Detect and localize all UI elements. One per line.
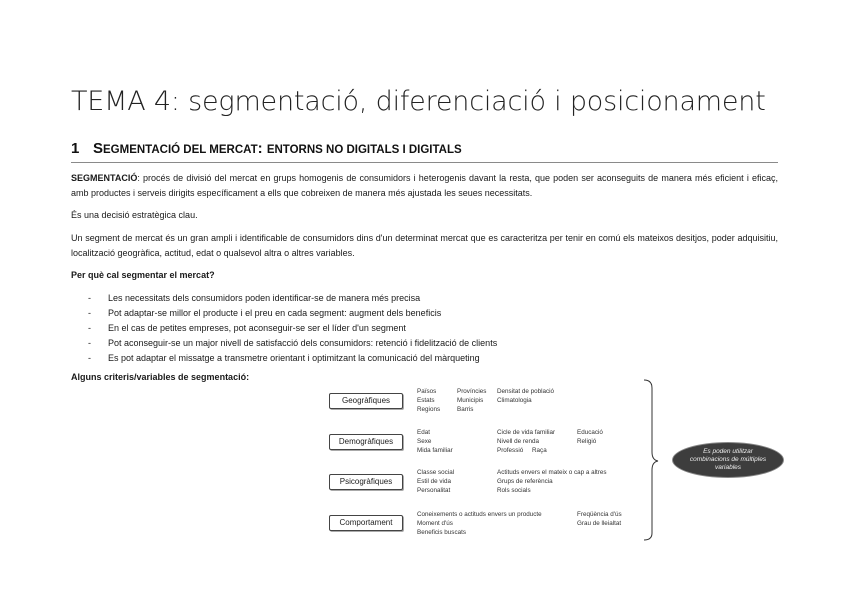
variable: Personalitat	[417, 487, 451, 494]
variables-column	[417, 387, 440, 414]
list-item-text: Pot aconseguir-se un major nivell de satisfacció dels consumidors: retenció i fidelització de clients	[108, 338, 498, 348]
list-marker: -	[88, 323, 91, 333]
variable: Províncies	[457, 388, 487, 395]
variable: Coneixements o actituds envers un producte	[417, 511, 542, 518]
category-geographic: Geogràfiques	[329, 393, 403, 409]
list-item-text: En el cas de petites empreses, pot aconseguir-se ser el líder d'un segment	[108, 323, 406, 333]
definition-term: SEGMENTACIÓ	[71, 173, 138, 183]
variable: Densitat de població	[497, 388, 555, 395]
variable: Religió	[577, 438, 597, 445]
category-demographic: Demogràfiques	[329, 434, 403, 450]
page-title: TEMA 4: segmentació, diferenciació i posicionament	[71, 86, 766, 117]
variable: Rols socials	[497, 487, 531, 494]
variables-column	[497, 428, 555, 455]
section-title-part: S	[93, 140, 104, 157]
variable: Grau de lleialtat	[577, 520, 622, 527]
why-heading	[71, 268, 778, 283]
list-item-text: Les necessitats dels consumidors poden identificar-se de manera més precisa	[108, 293, 421, 303]
variable: Educació	[577, 429, 603, 436]
list-marker: -	[88, 353, 91, 363]
variable: Moment d'ús	[417, 520, 453, 527]
heading-rule	[71, 162, 778, 163]
variable: Barris	[457, 406, 474, 413]
variable: Mida familiar	[417, 447, 453, 454]
curly-brace-icon	[640, 378, 660, 543]
variables-column	[497, 387, 554, 405]
variables-column	[417, 468, 454, 495]
variable: Sexe	[417, 438, 432, 445]
list-marker: -	[88, 338, 91, 348]
section-heading	[71, 140, 462, 157]
variable: Estil de vida	[417, 478, 451, 485]
variable: Actituds envers el mateix o cap a altres	[497, 469, 607, 476]
variables-column	[417, 510, 542, 537]
variable: Climatologia	[497, 397, 532, 404]
section-title-part: :	[257, 140, 267, 157]
section-number: 1	[71, 140, 80, 157]
definition-paragraph	[71, 171, 778, 201]
list-item	[88, 351, 497, 366]
list-item	[88, 291, 497, 306]
variables-column	[577, 510, 622, 528]
definition-text: : procés de divisió del mercat en grups homogenis de consumidors i heterogenis davant la resta, que poden ser aconseguits de manera més eficient i eficaç, amb productes i serveis dirigits específicament a ells que cobreixen de manera més ajustada les seues necessitats.	[71, 173, 778, 198]
list-item	[88, 321, 497, 336]
list-item-text: Pot adaptar-se millor el producte i el preu en cada segment: augment dels beneficis	[108, 308, 442, 318]
why-heading-text: Per què cal segmentar el mercat?	[71, 270, 215, 280]
category-behavior: Comportament	[329, 515, 403, 531]
combination-note: Es poden utilitzar combinacions de múltiples variables	[672, 442, 784, 478]
variable: Regions	[417, 406, 441, 413]
variable: Freqüència d'ús	[577, 511, 622, 518]
variables-column	[457, 387, 486, 414]
section-title-part: EGMENTACIÓ DEL MERCAT	[103, 144, 258, 156]
variable: Municipis	[457, 397, 484, 404]
variable: Beneficis buscats	[417, 529, 467, 536]
criteria-heading: Alguns criteris/variables de segmentació:	[71, 372, 250, 382]
list-marker: -	[88, 308, 91, 318]
variable: Estats	[417, 397, 435, 404]
list-item	[88, 336, 497, 351]
variable: Països	[417, 388, 437, 395]
section-title-part: ENTORNS NO DIGITALS I DIGITALS	[266, 144, 462, 156]
segment-paragraph: Un segment de mercat és un gran ampli i identificable de consumidors dins d'un determinat mercat que es caracteritza per tenir en comú els mateixos desitjos, poder adquisitiu, localització geogràfica, actitud, edat o qualsevol altra o altres variables.	[71, 233, 778, 258]
variable: Cicle de vida familiar	[497, 429, 556, 436]
variable: Nivell de renda	[497, 438, 540, 445]
variable: Professió Raça	[497, 447, 547, 454]
variables-column	[577, 428, 603, 446]
strategic-paragraph: És una decisió estratègica clau.	[71, 210, 198, 220]
reasons-list	[88, 291, 497, 366]
list-item-text: Es pot adaptar el missatge a transmetre orientant i optimitzant la comunicació del màrqueting	[108, 353, 480, 363]
variable: Grups de referència	[497, 478, 553, 485]
variables-column	[497, 468, 607, 495]
variables-column	[417, 428, 453, 455]
variable: Classe social	[417, 469, 455, 476]
variable: Edat	[417, 429, 430, 436]
category-psychographic: Psicogràfiques	[329, 474, 403, 490]
list-item	[88, 306, 497, 321]
list-marker: -	[88, 293, 91, 303]
